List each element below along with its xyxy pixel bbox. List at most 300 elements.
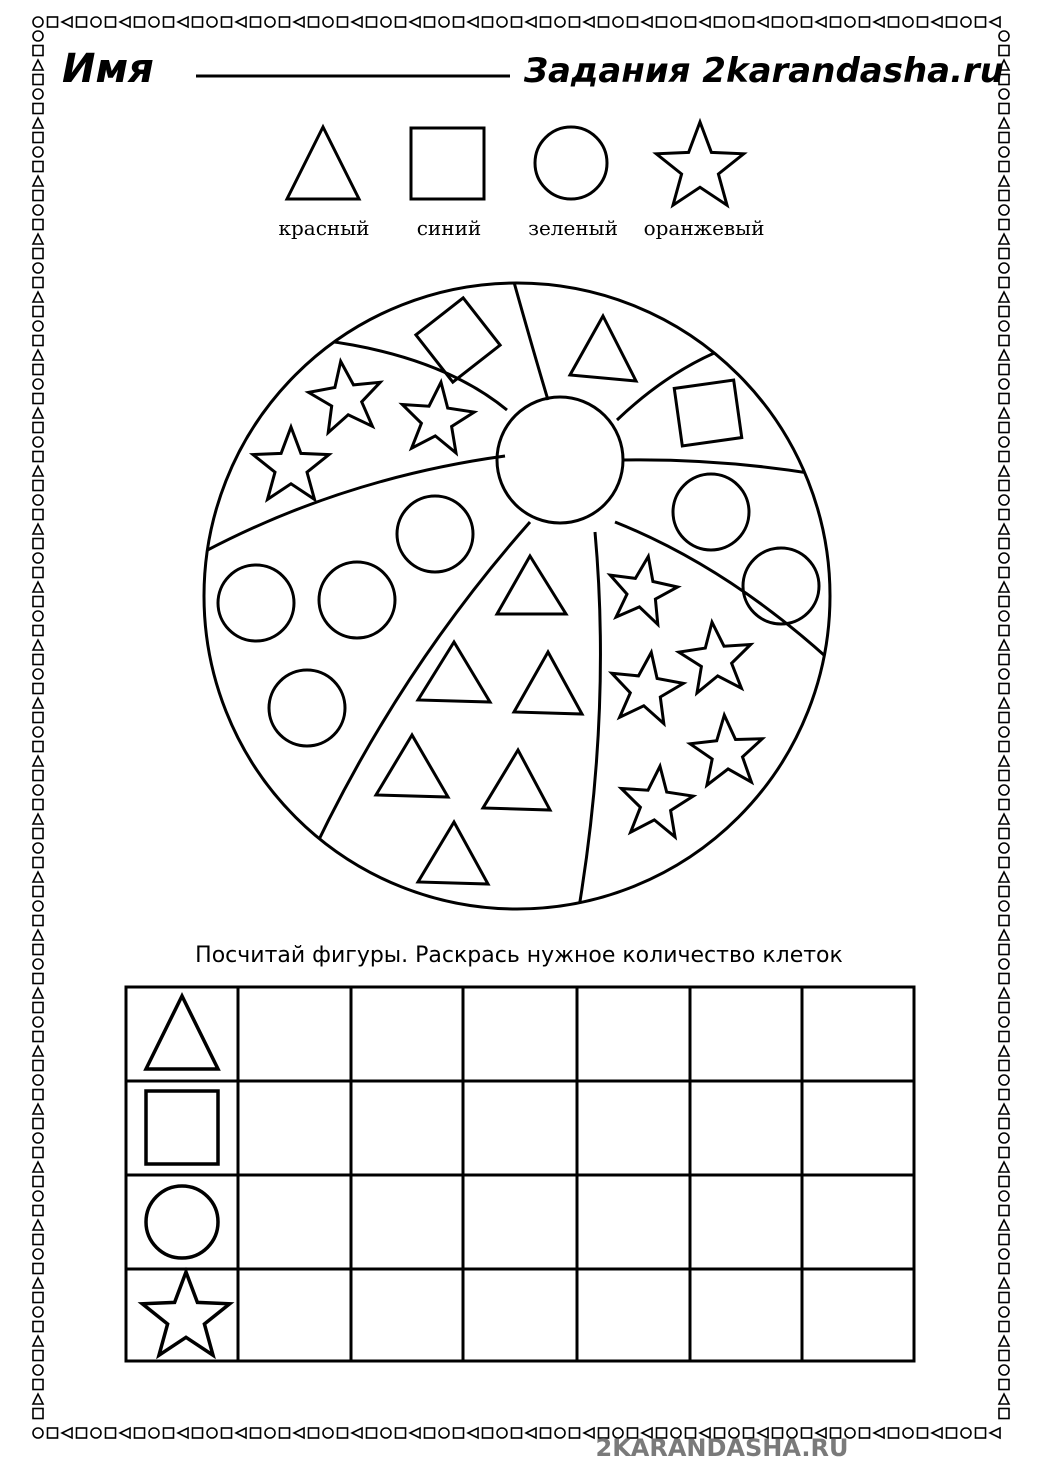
border-square bbox=[33, 394, 43, 404]
ball-circle[interactable] bbox=[673, 474, 749, 550]
border-triangle bbox=[33, 698, 43, 708]
border-circle bbox=[33, 843, 43, 853]
legend-label-green: зеленый bbox=[528, 216, 618, 240]
border-square bbox=[999, 394, 1009, 404]
footer-watermark: 2KARANDASHA.RU bbox=[595, 1434, 849, 1462]
grid-star-icon bbox=[142, 1272, 229, 1355]
border-square bbox=[222, 17, 232, 27]
border-triangle bbox=[932, 17, 942, 27]
border-square bbox=[999, 1148, 1009, 1158]
border-square bbox=[541, 1428, 551, 1438]
border-square bbox=[999, 945, 1009, 955]
border-square bbox=[33, 191, 43, 201]
border-square bbox=[33, 423, 43, 433]
ball-star[interactable] bbox=[690, 715, 762, 785]
border-triangle bbox=[999, 1162, 1009, 1172]
border-triangle bbox=[294, 17, 304, 27]
border-square bbox=[33, 945, 43, 955]
border-square bbox=[33, 887, 43, 897]
border-circle bbox=[91, 1428, 101, 1438]
border-square bbox=[33, 597, 43, 607]
border-square bbox=[889, 1428, 899, 1438]
border-square bbox=[338, 1428, 348, 1438]
border-triangle bbox=[62, 1428, 72, 1438]
border-circle bbox=[149, 1428, 159, 1438]
border-square bbox=[193, 1428, 203, 1438]
border-square bbox=[338, 17, 348, 27]
border-circle bbox=[671, 17, 681, 27]
border-triangle bbox=[999, 176, 1009, 186]
border-triangle bbox=[999, 466, 1009, 476]
border-square bbox=[33, 800, 43, 810]
legend-triangle-icon bbox=[287, 127, 359, 199]
border-square bbox=[33, 75, 43, 85]
border-triangle bbox=[526, 1428, 536, 1438]
border-circle bbox=[555, 17, 565, 27]
border-square bbox=[33, 336, 43, 346]
border-square bbox=[33, 829, 43, 839]
ball-square[interactable] bbox=[674, 380, 741, 446]
border-circle bbox=[999, 553, 1009, 563]
grid-color-cell[interactable] bbox=[463, 1175, 577, 1269]
border-square bbox=[999, 162, 1009, 172]
ball-star[interactable] bbox=[621, 766, 693, 837]
grid-color-cell[interactable] bbox=[690, 1081, 802, 1175]
grid-icon-cell bbox=[126, 1081, 238, 1175]
border-circle bbox=[33, 205, 43, 215]
border-circle bbox=[999, 901, 1009, 911]
border-square bbox=[33, 46, 43, 56]
border-square bbox=[999, 133, 1009, 143]
border-triangle bbox=[120, 1428, 130, 1438]
border-circle bbox=[33, 1017, 43, 1027]
border-square bbox=[309, 17, 319, 27]
border-circle bbox=[33, 669, 43, 679]
border-triangle bbox=[468, 1428, 478, 1438]
border-square bbox=[831, 17, 841, 27]
border-square bbox=[33, 1061, 43, 1071]
border-triangle bbox=[999, 292, 1009, 302]
border-triangle bbox=[33, 524, 43, 534]
ball-star[interactable] bbox=[309, 361, 381, 432]
ball-square[interactable] bbox=[416, 298, 500, 382]
legend-square-icon bbox=[411, 128, 484, 199]
task-instruction: Посчитай фигуры. Раскрась нужное количество клеток bbox=[195, 943, 843, 968]
border-square bbox=[251, 17, 261, 27]
border-square bbox=[33, 104, 43, 114]
border-square bbox=[251, 1428, 261, 1438]
border-circle bbox=[999, 727, 1009, 737]
border-square bbox=[999, 1351, 1009, 1361]
border-triangle bbox=[33, 1336, 43, 1346]
border-circle bbox=[33, 147, 43, 157]
border-circle bbox=[999, 1017, 1009, 1027]
border-triangle bbox=[33, 872, 43, 882]
border-circle bbox=[999, 495, 1009, 505]
grid-color-cell[interactable] bbox=[238, 1175, 351, 1269]
border-circle bbox=[787, 17, 797, 27]
grid-circle-icon bbox=[146, 1186, 218, 1258]
grid-color-cell[interactable] bbox=[577, 987, 690, 1081]
border-square bbox=[33, 974, 43, 984]
border-circle bbox=[961, 1428, 971, 1438]
grid-color-cell[interactable] bbox=[802, 987, 914, 1081]
grid-color-cell[interactable] bbox=[463, 987, 577, 1081]
grid-color-cell[interactable] bbox=[690, 1269, 802, 1361]
border-square bbox=[309, 1428, 319, 1438]
border-triangle bbox=[584, 17, 594, 27]
border-square bbox=[48, 1428, 58, 1438]
border-triangle bbox=[33, 582, 43, 592]
border-square bbox=[999, 1119, 1009, 1129]
grid-color-cell[interactable] bbox=[351, 987, 463, 1081]
border-circle bbox=[323, 17, 333, 27]
border-square bbox=[999, 481, 1009, 491]
border-square bbox=[33, 1177, 43, 1187]
border-square bbox=[106, 17, 116, 27]
border-triangle bbox=[352, 17, 362, 27]
border-square bbox=[999, 684, 1009, 694]
border-triangle bbox=[700, 17, 710, 27]
border-square bbox=[999, 423, 1009, 433]
border-square bbox=[454, 17, 464, 27]
border-triangle bbox=[999, 1104, 1009, 1114]
border-square bbox=[33, 742, 43, 752]
border-square bbox=[33, 365, 43, 375]
border-circle bbox=[323, 1428, 333, 1438]
border-triangle bbox=[120, 17, 130, 27]
beach-ball bbox=[180, 250, 890, 925]
border-square bbox=[773, 17, 783, 27]
border-square bbox=[999, 626, 1009, 636]
legend-label-red: красный bbox=[278, 216, 370, 240]
border-square bbox=[280, 1428, 290, 1438]
border-circle bbox=[999, 1365, 1009, 1375]
border-circle bbox=[999, 31, 1009, 41]
border-triangle bbox=[642, 17, 652, 27]
border-square bbox=[999, 191, 1009, 201]
border-triangle bbox=[33, 1162, 43, 1172]
grid-square-icon bbox=[146, 1091, 218, 1164]
border-circle bbox=[903, 1428, 913, 1438]
grid-color-cell[interactable] bbox=[463, 1269, 577, 1361]
border-circle bbox=[265, 17, 275, 27]
border-square bbox=[976, 17, 986, 27]
ball-circle[interactable] bbox=[269, 670, 345, 746]
ball-triangle[interactable] bbox=[497, 556, 566, 614]
border-circle bbox=[999, 1249, 1009, 1259]
border-circle bbox=[33, 321, 43, 331]
border-triangle bbox=[999, 1220, 1009, 1230]
border-circle bbox=[903, 17, 913, 27]
legend-star-icon bbox=[656, 122, 743, 205]
border-triangle bbox=[410, 1428, 420, 1438]
border-square bbox=[999, 452, 1009, 462]
ball-triangle[interactable] bbox=[514, 652, 582, 714]
border-square bbox=[77, 17, 87, 27]
border-circle bbox=[33, 1249, 43, 1259]
grid-color-cell[interactable] bbox=[238, 1269, 351, 1361]
border-circle bbox=[33, 1307, 43, 1317]
border-triangle bbox=[999, 524, 1009, 534]
ball-triangle[interactable] bbox=[376, 735, 448, 797]
border-square bbox=[367, 1428, 377, 1438]
grid-color-cell[interactable] bbox=[690, 987, 802, 1081]
border-square bbox=[999, 1293, 1009, 1303]
border-square bbox=[33, 1235, 43, 1245]
grid-color-cell[interactable] bbox=[463, 1081, 577, 1175]
grid-color-cell[interactable] bbox=[238, 1081, 351, 1175]
border-circle bbox=[999, 1191, 1009, 1201]
border-square bbox=[999, 887, 1009, 897]
border-square bbox=[999, 568, 1009, 578]
border-square bbox=[106, 1428, 116, 1438]
border-triangle bbox=[874, 17, 884, 27]
border-circle bbox=[729, 17, 739, 27]
border-square bbox=[483, 17, 493, 27]
border-square bbox=[999, 858, 1009, 868]
border-circle bbox=[33, 1133, 43, 1143]
border-triangle bbox=[999, 350, 1009, 360]
border-circle bbox=[33, 379, 43, 389]
border-square bbox=[164, 1428, 174, 1438]
border-circle bbox=[207, 17, 217, 27]
border-triangle bbox=[33, 1220, 43, 1230]
grid-color-cell[interactable] bbox=[577, 1175, 690, 1269]
decorative-border bbox=[33, 17, 1009, 1438]
ball-triangle[interactable] bbox=[418, 822, 488, 884]
legend-label-orange: оранжевый bbox=[643, 216, 765, 240]
ball-circle[interactable] bbox=[218, 565, 294, 641]
ball-outline bbox=[204, 283, 830, 909]
border-square bbox=[889, 17, 899, 27]
border-square bbox=[33, 1380, 43, 1390]
grid-color-cell[interactable] bbox=[351, 1081, 463, 1175]
border-triangle bbox=[410, 17, 420, 27]
border-circle bbox=[999, 1307, 1009, 1317]
border-square bbox=[33, 1119, 43, 1129]
border-triangle bbox=[33, 1394, 43, 1404]
grid-color-cell[interactable] bbox=[690, 1175, 802, 1269]
border-circle bbox=[33, 959, 43, 969]
border-triangle bbox=[62, 17, 72, 27]
border-square bbox=[999, 1380, 1009, 1390]
border-square bbox=[425, 17, 435, 27]
border-triangle bbox=[33, 1104, 43, 1114]
border-circle bbox=[999, 263, 1009, 273]
border-triangle bbox=[33, 1046, 43, 1056]
border-circle bbox=[999, 205, 1009, 215]
border-triangle bbox=[33, 1278, 43, 1288]
grid-color-cell[interactable] bbox=[577, 1269, 690, 1361]
border-square bbox=[599, 17, 609, 27]
border-square bbox=[33, 568, 43, 578]
border-square bbox=[33, 1409, 43, 1419]
border-triangle bbox=[999, 988, 1009, 998]
border-circle bbox=[999, 785, 1009, 795]
border-triangle bbox=[758, 17, 768, 27]
border-square bbox=[33, 539, 43, 549]
border-square bbox=[33, 1090, 43, 1100]
border-circle bbox=[265, 1428, 275, 1438]
border-square bbox=[860, 1428, 870, 1438]
grid-icon-cell bbox=[126, 987, 238, 1081]
border-square bbox=[999, 829, 1009, 839]
border-square bbox=[999, 278, 1009, 288]
border-square bbox=[918, 1428, 928, 1438]
border-triangle bbox=[999, 814, 1009, 824]
grid-color-cell[interactable] bbox=[238, 987, 351, 1081]
border-square bbox=[999, 742, 1009, 752]
ball-triangle[interactable] bbox=[570, 316, 636, 381]
border-square bbox=[628, 17, 638, 27]
border-square bbox=[33, 162, 43, 172]
border-circle bbox=[91, 17, 101, 27]
ball-star[interactable] bbox=[610, 557, 677, 625]
border-square bbox=[999, 104, 1009, 114]
border-triangle bbox=[33, 350, 43, 360]
border-circle bbox=[33, 495, 43, 505]
ball-star[interactable] bbox=[679, 622, 751, 693]
border-triangle bbox=[584, 1428, 594, 1438]
border-triangle bbox=[999, 872, 1009, 882]
border-triangle bbox=[236, 17, 246, 27]
border-triangle bbox=[999, 1394, 1009, 1404]
border-square bbox=[396, 17, 406, 27]
border-square bbox=[193, 17, 203, 27]
border-square bbox=[33, 858, 43, 868]
border-triangle bbox=[874, 1428, 884, 1438]
border-square bbox=[999, 1206, 1009, 1216]
border-circle bbox=[999, 843, 1009, 853]
border-circle bbox=[33, 31, 43, 41]
grid-icon-cell bbox=[126, 1175, 238, 1269]
border-square bbox=[367, 17, 377, 27]
ball-star[interactable] bbox=[612, 652, 684, 723]
border-square bbox=[715, 17, 725, 27]
ball-star[interactable] bbox=[402, 382, 474, 453]
border-square bbox=[33, 771, 43, 781]
border-triangle bbox=[999, 930, 1009, 940]
border-square bbox=[999, 800, 1009, 810]
grid-color-cell[interactable] bbox=[351, 1175, 463, 1269]
border-square bbox=[33, 916, 43, 926]
border-triangle bbox=[816, 17, 826, 27]
border-square bbox=[425, 1428, 435, 1438]
ball-circle[interactable] bbox=[397, 496, 473, 572]
border-square bbox=[396, 1428, 406, 1438]
ball-circle[interactable] bbox=[743, 548, 819, 624]
border-circle bbox=[999, 379, 1009, 389]
border-square bbox=[33, 220, 43, 230]
border-circle bbox=[497, 1428, 507, 1438]
border-triangle bbox=[33, 814, 43, 824]
ball-star[interactable] bbox=[253, 427, 329, 499]
border-square bbox=[33, 655, 43, 665]
border-square bbox=[999, 1032, 1009, 1042]
border-triangle bbox=[999, 234, 1009, 244]
border-circle bbox=[381, 17, 391, 27]
ball-triangle[interactable] bbox=[483, 750, 550, 810]
border-circle bbox=[999, 669, 1009, 679]
border-circle bbox=[999, 437, 1009, 447]
border-circle bbox=[33, 17, 43, 27]
border-square bbox=[33, 1148, 43, 1158]
border-square bbox=[48, 17, 58, 27]
border-square bbox=[33, 307, 43, 317]
border-square bbox=[999, 974, 1009, 984]
border-square bbox=[135, 17, 145, 27]
border-square bbox=[918, 17, 928, 27]
border-triangle bbox=[999, 1046, 1009, 1056]
border-square bbox=[999, 1264, 1009, 1274]
border-square bbox=[33, 278, 43, 288]
border-circle bbox=[497, 17, 507, 27]
grid-color-cell[interactable] bbox=[802, 1269, 914, 1361]
border-square bbox=[222, 1428, 232, 1438]
border-circle bbox=[33, 553, 43, 563]
border-square bbox=[999, 539, 1009, 549]
border-triangle bbox=[999, 756, 1009, 766]
site-title: Задания 2karandasha.ru bbox=[523, 51, 1004, 91]
border-square bbox=[512, 1428, 522, 1438]
border-circle bbox=[439, 17, 449, 27]
grid-color-cell[interactable] bbox=[577, 1081, 690, 1175]
border-triangle bbox=[999, 118, 1009, 128]
border-triangle bbox=[990, 1428, 1000, 1438]
border-circle bbox=[33, 901, 43, 911]
border-square bbox=[33, 1206, 43, 1216]
border-circle bbox=[33, 437, 43, 447]
ball-circle[interactable] bbox=[319, 562, 395, 638]
border-square bbox=[33, 713, 43, 723]
border-square bbox=[947, 1428, 957, 1438]
border-triangle bbox=[932, 1428, 942, 1438]
border-triangle bbox=[33, 466, 43, 476]
border-circle bbox=[999, 147, 1009, 157]
border-square bbox=[999, 713, 1009, 723]
grid-color-cell[interactable] bbox=[802, 1081, 914, 1175]
border-square bbox=[999, 655, 1009, 665]
border-circle bbox=[33, 1365, 43, 1375]
counting-grid bbox=[126, 987, 914, 1361]
legend-circle-icon bbox=[535, 127, 607, 199]
border-square bbox=[33, 1351, 43, 1361]
ball-center-circle[interactable] bbox=[497, 397, 623, 523]
border-circle bbox=[33, 89, 43, 99]
border-square bbox=[999, 771, 1009, 781]
border-square bbox=[570, 17, 580, 27]
grid-color-cell[interactable] bbox=[351, 1269, 463, 1361]
border-circle bbox=[999, 959, 1009, 969]
border-square bbox=[976, 1428, 986, 1438]
legend-label-blue: синий bbox=[416, 216, 482, 240]
border-square bbox=[999, 1090, 1009, 1100]
border-circle bbox=[33, 785, 43, 795]
border-square bbox=[541, 17, 551, 27]
border-triangle bbox=[33, 60, 43, 70]
border-square bbox=[33, 626, 43, 636]
border-square bbox=[686, 17, 696, 27]
border-square bbox=[999, 307, 1009, 317]
grid-color-cell[interactable] bbox=[802, 1175, 914, 1269]
border-circle bbox=[999, 321, 1009, 331]
border-triangle bbox=[33, 930, 43, 940]
border-square bbox=[802, 17, 812, 27]
border-square bbox=[33, 481, 43, 491]
border-circle bbox=[33, 727, 43, 737]
border-triangle bbox=[178, 1428, 188, 1438]
